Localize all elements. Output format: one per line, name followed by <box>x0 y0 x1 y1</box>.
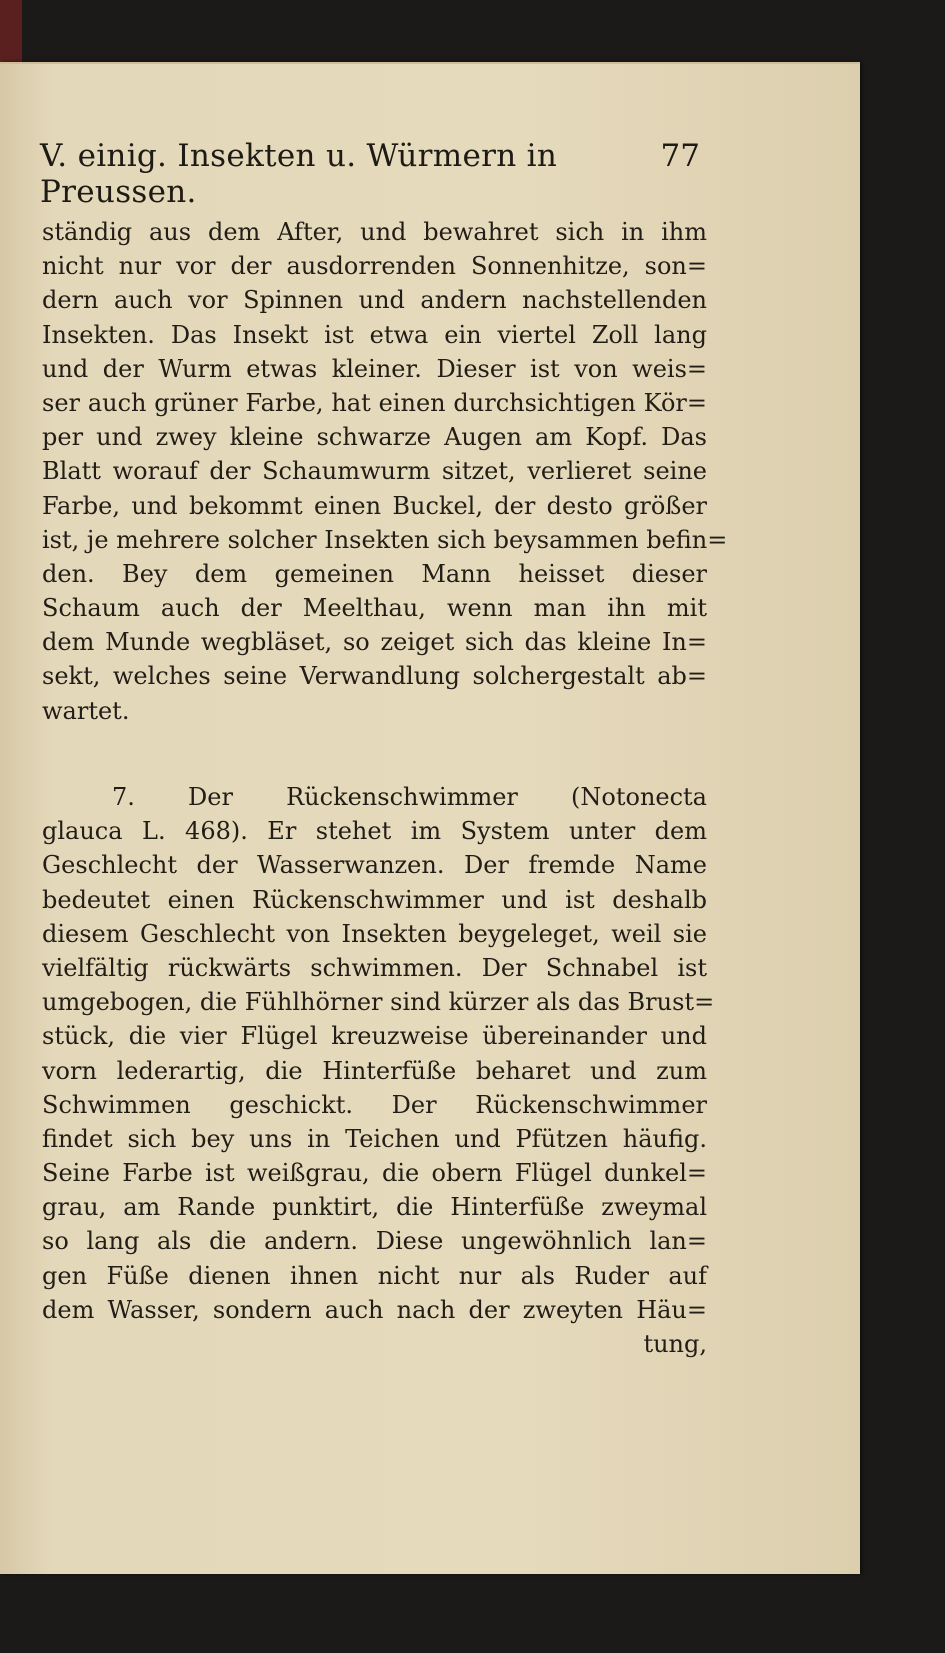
text-line: ist, je mehrere solcher Insekten sich beysammen befin= <box>42 525 728 554</box>
text-line: Seine Farbe ist weißgrau, die obern Flügel dunkel= <box>42 1159 707 1188</box>
text-line: grau, am Rande punktirt, die Hinterfüße zweymal <box>42 1193 707 1222</box>
text-line: findet sich bey uns in Teichen und Pfützen häufig. <box>42 1124 707 1153</box>
paragraph-1 <box>42 215 728 728</box>
text-line: Farbe, und bekommt einen Buckel, der desto größer <box>42 491 707 520</box>
text-line: nicht nur vor der ausdorrenden Sonnenhitze, son= <box>42 252 707 281</box>
text-line: Blatt worauf der Schaumwurm sitzet, verlieret seine <box>42 457 707 486</box>
section-heading-line: 7. Der Rückenschwimmer (Notonecta <box>112 783 707 811</box>
running-title: V. einig. Insekten u. Würmern in Preussen. <box>40 138 558 210</box>
paragraph-2 <box>42 780 715 1361</box>
catchword-line: tung, <box>643 1330 707 1358</box>
text-line: so lang als die andern. Diese ungewöhnlich lan= <box>42 1227 707 1256</box>
text-line: Geschlecht der Wasserwanzen. Der fremde Name <box>42 851 707 880</box>
text-line: Insekten. Das Insekt ist etwa ein viertel Zoll lang <box>42 320 707 349</box>
text-line: dern auch vor Spinnen und andern nachstellenden <box>42 286 707 315</box>
text-line: den. Bey dem gemeinen Mann heisset dieser <box>42 559 707 588</box>
text-line: glauca L. 468). Er stehet im System unter dem <box>42 817 707 846</box>
text-line: ständig aus dem After, und bewahret sich in ihm <box>42 218 707 246</box>
text-line: vorn lederartig, die Hinterfüße beharet und zum <box>42 1056 707 1085</box>
text-line: umgebogen, die Fühlhörner sind kürzer als das Brust= <box>42 988 715 1017</box>
text-line: dem Wasser, sondern auch nach der zweyten Häu= <box>42 1295 707 1324</box>
book-spine-edge <box>0 0 22 70</box>
text-line: sekt, welches seine Verwandlung solchergestalt ab= <box>42 662 707 691</box>
text-line: und der Wurm etwas kleiner. Dieser ist von weis= <box>42 354 707 383</box>
text-line: ser auch grüner Farbe, hat einen durchsichtigen Kör= <box>42 388 707 417</box>
text-line: vielfältig rückwärts schwimmen. Der Schnabel ist <box>42 953 707 982</box>
text-line: dem Munde wegbläset, so zeiget sich das kleine In= <box>42 628 707 657</box>
text-line: gen Füße dienen ihnen nicht nur als Ruder auf <box>42 1261 707 1290</box>
text-line: per und zwey kleine schwarze Augen am Kopf. Das <box>42 423 707 452</box>
text-line: bedeutet einen Rückenschwimmer und ist deshalb <box>42 885 707 914</box>
text-line: wartet. <box>42 696 130 725</box>
text-line: stück, die vier Flügel kreuzweise übereinander und <box>42 1022 707 1051</box>
text-line: Schwimmen geschickt. Der Rückenschwimmer <box>42 1090 707 1119</box>
text-line: Schaum auch der Meelthau, wenn man ihn mit <box>42 594 707 623</box>
running-header <box>40 138 700 210</box>
text-line: diesem Geschlecht von Insekten beygeleget, weil sie <box>42 919 707 948</box>
page-number: 77 <box>660 138 700 174</box>
